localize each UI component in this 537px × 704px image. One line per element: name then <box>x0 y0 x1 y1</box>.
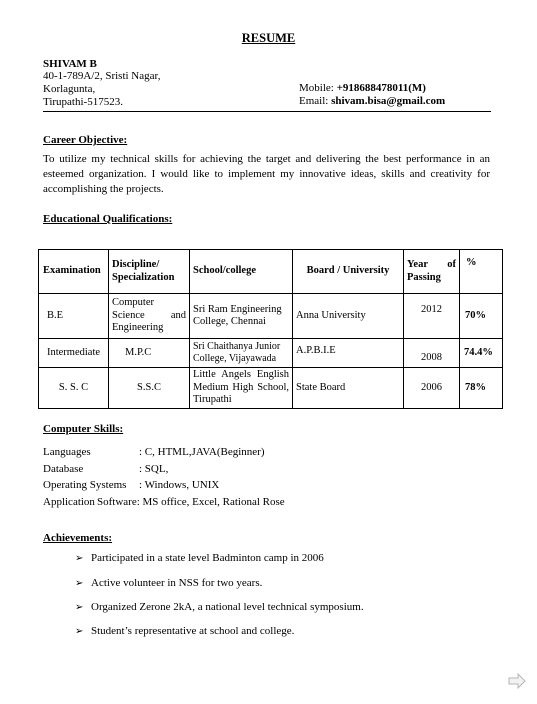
skill-label: Database <box>43 462 84 475</box>
candidate-name: SHIVAM B <box>43 58 97 70</box>
header-year <box>404 250 460 294</box>
table-row <box>39 368 503 409</box>
arrow-bullet-icon: ➢ <box>75 578 84 589</box>
email-address: shivam.bisa@gmail.com <box>331 95 446 107</box>
mobile-number: +918688478011(M) <box>336 82 426 94</box>
cell-exam: S. S. C <box>39 368 109 409</box>
list-item <box>75 552 324 564</box>
cell-school: Little Angels English Medium High School, Tirupathi <box>190 368 293 409</box>
cell-percent: 74.4% <box>460 339 503 368</box>
header-year-top <box>407 259 456 272</box>
career-line-2: esteemed organization. I would like to implement my innovative ideas, skills and creativity for <box>43 168 490 180</box>
email-info <box>299 95 445 107</box>
header-board: Board / University <box>293 250 404 294</box>
header-examination: Examination <box>39 250 109 294</box>
address-line-3: Tirupathi-517523. <box>43 96 123 108</box>
cell-discipline: S.S.C <box>109 368 190 409</box>
arrow-bullet-icon: ➢ <box>75 553 84 564</box>
arrow-bullet-icon: ➢ <box>75 602 84 613</box>
header-divider <box>43 111 491 112</box>
cell-year: 2006 <box>404 368 460 409</box>
address-line-1: 40-1-789A/2, Sristi Nagar, <box>43 70 161 82</box>
next-page-arrow-icon[interactable] <box>508 673 526 689</box>
arrow-bullet-icon: ➢ <box>75 626 84 637</box>
table-row <box>39 339 503 368</box>
mobile-label: Mobile: <box>299 82 334 94</box>
cell-board: A.P.B.I.E <box>293 339 404 368</box>
email-label: Email: <box>299 95 329 107</box>
cell-exam: B.E <box>39 294 109 339</box>
skill-value: : Windows, UNIX <box>139 479 220 491</box>
cell-percent: 70% <box>460 294 503 339</box>
achievement-text: Participated in a state level Badminton camp in 2006 <box>91 552 324 564</box>
education-table <box>38 249 503 409</box>
cell-discipline: Computer Science and Engineering <box>109 294 190 339</box>
cell-board: Anna University <box>293 294 404 339</box>
address-line-2: Korlagunta, <box>43 83 96 95</box>
skill-label: Languages <box>43 446 91 458</box>
header-school: School/college <box>190 250 293 294</box>
skill-value: : SQL, <box>139 462 169 475</box>
mobile-info <box>299 82 426 94</box>
cell-year: 2012 <box>404 294 460 339</box>
table-row <box>39 294 503 339</box>
cell-percent: 78% <box>460 368 503 409</box>
achievement-text: Active volunteer in NSS for two years. <box>91 577 263 589</box>
header-year-word: Year <box>407 259 428 270</box>
list-item <box>75 625 294 637</box>
cell-year: 2008 <box>404 339 460 368</box>
cell-school: Sri Chaithanya Junior College, Vijayawada <box>190 339 293 368</box>
resume-title: RESUME <box>241 31 296 45</box>
career-objective-text <box>43 152 490 197</box>
skill-label: Operating Systems <box>43 479 127 491</box>
header-of-word: of <box>447 259 456 270</box>
table-header-row <box>39 250 503 294</box>
list-item <box>75 577 262 589</box>
achievement-text: Organized Zerone 2kA, a national level technical symposium. <box>91 601 364 613</box>
cell-board: State Board <box>293 368 404 409</box>
list-item <box>75 601 364 613</box>
cell-exam: Intermediate <box>39 339 109 368</box>
header-discipline: Discipline/ Specialization <box>109 250 190 294</box>
skill-label: Application <box>43 495 95 508</box>
career-line-1: To utilize my technical skills for achieving the target and delivering the best performance in an <box>43 153 490 165</box>
education-heading: Educational Qualifications: <box>43 213 173 225</box>
cell-discipline: M.P.C <box>109 339 190 368</box>
skill-value: : C, HTML,JAVA(Beginner) <box>139 446 265 458</box>
computer-skills-heading: Computer Skills: <box>43 423 124 435</box>
header-passing-word: Passing <box>407 271 441 283</box>
header-percent: % <box>460 250 503 294</box>
cell-school: Sri Ram Engineering College, Chennai <box>190 294 293 339</box>
career-objective-heading: Career Objective: <box>43 134 128 146</box>
achievements-heading: Achievements: <box>43 532 113 544</box>
skill-value: Software: MS office, Excel, Rational Rose <box>97 495 285 508</box>
career-line-3: accomplishing the projects. <box>43 183 164 195</box>
achievement-text: Student’s representative at school and college. <box>91 625 295 637</box>
